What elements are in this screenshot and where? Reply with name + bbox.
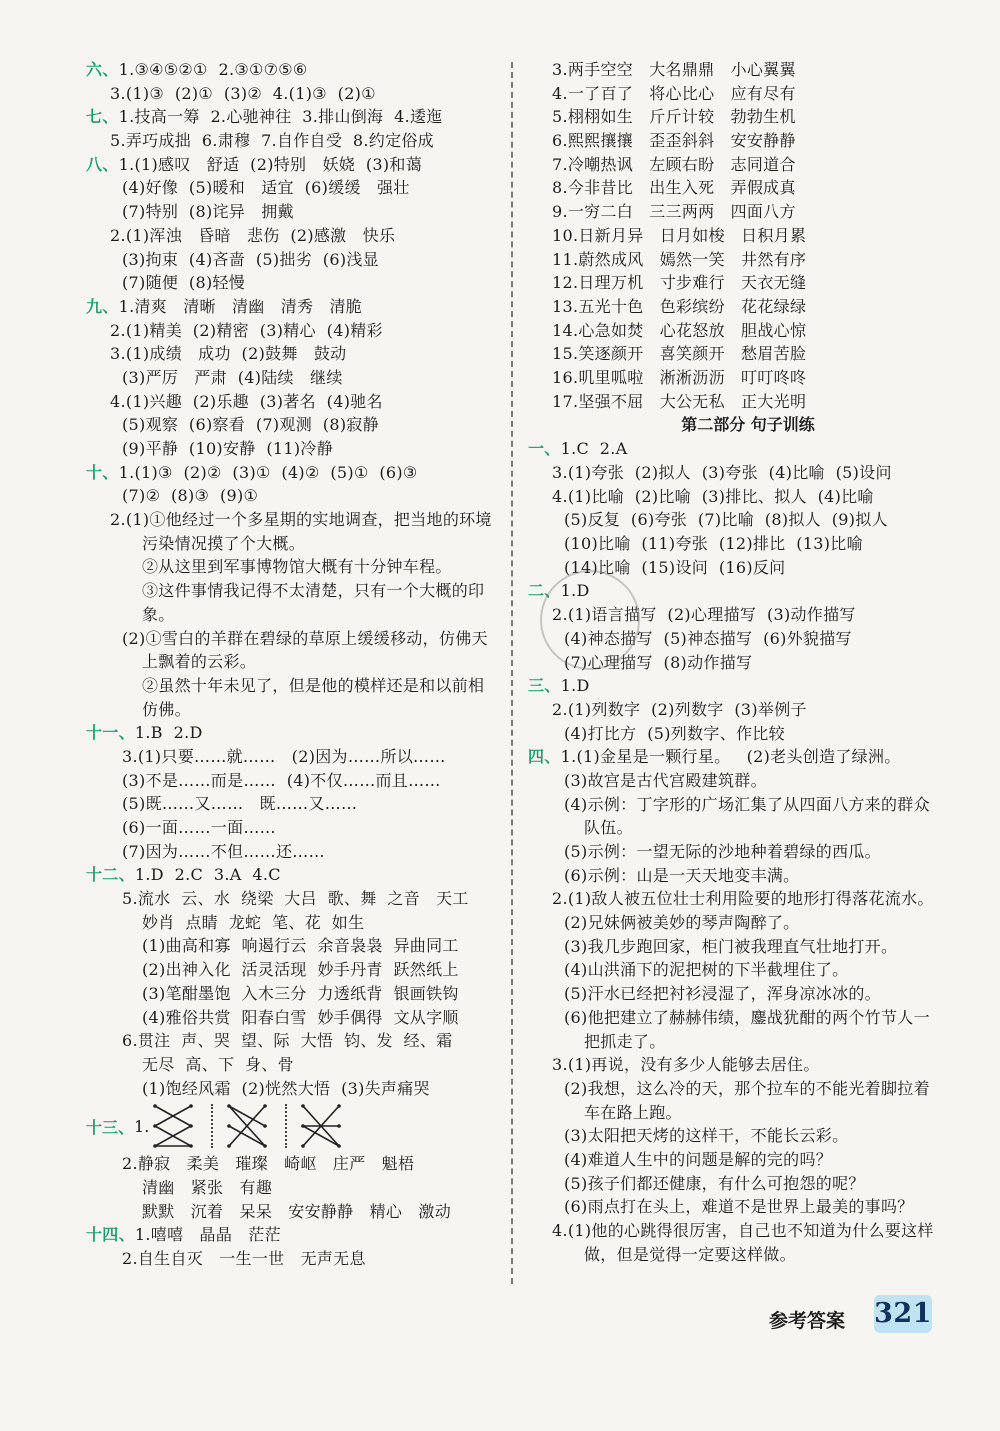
- answer-text: (7)因为……不但……还……: [122, 841, 325, 861]
- answer-line: [86, 1077, 506, 1101]
- answer-text: (2)兄妹俩被美妙的琴声陶醉了。: [564, 913, 800, 933]
- answer-line: [86, 58, 506, 82]
- section-number: 十四、: [86, 1225, 135, 1245]
- answer-line: [86, 1006, 506, 1030]
- answer-line: [528, 1053, 968, 1077]
- answer-text: 2.(1)①他经过一个多星期的实地调查，把当地的环境: [110, 510, 492, 530]
- answer-text: (4)打比方 (5)列数字、作比较: [564, 723, 785, 743]
- answer-text: 1.③④⑤②① 2.③①⑦⑤⑥: [118, 60, 308, 79]
- matching-dot: [153, 1144, 157, 1148]
- matching-dot: [301, 1144, 305, 1148]
- answer-line: [86, 816, 506, 840]
- answer-text: (7)特别 (8)诧异 拥戴: [122, 202, 294, 222]
- answer-line: 11.蔚然成风 嫣然一笑 井然有序: [552, 249, 807, 269]
- answer-text: 1.B 2.D: [134, 723, 203, 743]
- answer-line: [86, 698, 506, 722]
- answer-line: 清幽 紧张 有趣: [142, 1177, 273, 1197]
- answer-text: (9)平静 (10)安静 (11)冷静: [122, 439, 333, 458]
- answer-text: (5)既……又…… 既……又……: [122, 794, 358, 814]
- answer-text: (2)出神入化 活灵活现 妙手丹青 跃然纸上: [142, 960, 459, 980]
- section-number: 一、: [528, 439, 561, 459]
- answer-line: 17.坚强不屈 大公无私 正大光明: [552, 391, 807, 411]
- answer-line: [86, 674, 506, 698]
- answer-text: (3)拘束 (4)吝啬 (5)拙劣 (6)浅显: [122, 249, 379, 269]
- answer-line: [528, 1195, 968, 1219]
- answer-text: 车在路上跑。: [584, 1102, 682, 1122]
- page-number-badge: 321: [874, 1295, 932, 1333]
- answer-line: [86, 911, 506, 935]
- answer-line: [528, 508, 968, 532]
- answer-line: [528, 674, 968, 698]
- answer-text: (3)笔酣墨饱 入木三分 力透纸背 银画铁钩: [142, 983, 459, 1003]
- section-number: 十三、: [86, 1117, 135, 1137]
- answer-line: [86, 153, 506, 177]
- matching-lines-diagram: [297, 1102, 345, 1150]
- matching-dot: [337, 1124, 341, 1128]
- answer-line: [528, 1030, 968, 1054]
- answer-line: [528, 1006, 968, 1030]
- section-number: 十、: [86, 462, 119, 482]
- answer-text: ②从这里到军事博物馆大概有十分钟车程。: [142, 557, 452, 577]
- answer-text: (3)故宫是古代宫殿建筑群。: [564, 770, 767, 790]
- diagram-separator: [211, 1104, 213, 1148]
- matching-line: [229, 1106, 265, 1126]
- matching-dot: [263, 1124, 267, 1128]
- answer-text: 仿佛。: [142, 699, 191, 719]
- answer-line: [86, 1029, 506, 1053]
- answer-line: [86, 342, 506, 366]
- answer-line: [528, 935, 968, 959]
- answer-text: 4.(1)兴趣 (2)乐趣 (3)著名 (4)驰名: [110, 391, 383, 411]
- matching-dot: [263, 1144, 267, 1148]
- answer-line: [86, 863, 506, 887]
- answer-line: [86, 508, 506, 532]
- answer-line: [86, 792, 506, 816]
- answer-text: 4.(1)比喻 (2)比喻 (3)排比、拟人 (4)比喻: [552, 486, 874, 506]
- answer-line: 默默 沉着 呆呆 安安静静 精心 激动: [142, 1201, 451, 1221]
- answer-text: 1.D: [560, 676, 590, 696]
- answer-line: [86, 200, 506, 224]
- answer-text: (5)孩子们都还健康，有什么可抱怨的呢？: [564, 1173, 865, 1193]
- answer-text: (14)比喻 (15)设问 (16)反问: [564, 557, 786, 577]
- answer-text: (3)我几步跑回家，柜门被我理直气壮地打开。: [564, 936, 898, 956]
- answer-line: [86, 627, 506, 651]
- answer-line: [86, 650, 506, 674]
- answer-line: [528, 532, 968, 556]
- answer-text: (4)神态描写 (5)神态描写 (6)外貌描写: [564, 628, 852, 648]
- answer-line: [86, 958, 506, 982]
- answer-text: (6)他把建立了赫赫伟绩，鏖战犹酣的两个竹节人一: [564, 1007, 930, 1027]
- answer-text: 1.(1)感叹 舒适 (2)特别 妖娆 (3)和蔼: [118, 154, 423, 174]
- answer-text: (7)② (8)③ (9)①: [122, 486, 259, 506]
- answer-line: 4.一了百了 将心比心 应有尽有: [552, 83, 796, 103]
- matching-dot: [301, 1104, 305, 1108]
- section-number: 三、: [528, 676, 561, 696]
- answer-line: 13.五光十色 色彩缤纷 花花绿绿: [552, 296, 807, 316]
- answer-text: 污染情况摸了个大概。: [142, 533, 306, 553]
- section-number: 七、: [86, 107, 119, 127]
- answer-line: [528, 1077, 968, 1101]
- answer-text: (1)曲高和寡 响遏行云 余音袅袅 异曲同工: [142, 936, 459, 956]
- answer-line: [86, 484, 506, 508]
- section-number: 十一、: [86, 723, 135, 743]
- matching-dot: [153, 1124, 157, 1128]
- answer-line: [528, 816, 968, 840]
- answer-text: 上飘着的云彩。: [142, 652, 257, 672]
- answer-text: 4.(1)他的心跳得很厉害，自己也不知道为什么要这样: [552, 1221, 934, 1240]
- answer-text: (10)比喻 (11)夸张 (12)排比 (13)比喻: [564, 534, 863, 554]
- answer-text: 1.D 2.C 3.A 4.C: [134, 865, 281, 885]
- answer-text: (4)示例：丁字形的广场汇集了从四面八方来的群众: [564, 794, 930, 814]
- answer-line: [528, 1172, 968, 1196]
- matching-line: [303, 1126, 339, 1146]
- answer-line: [86, 840, 506, 864]
- answer-text: (6)雨点打在头上，难道不是世界上最美的事吗？: [564, 1197, 914, 1217]
- answer-text: 2.(1)语言描写 (2)心理描写 (3)动作描写: [552, 605, 856, 625]
- answer-text: 无尽 高、下 身、骨: [142, 1054, 294, 1074]
- answer-text: (3)不是……而是…… (4)不仅……而且……: [122, 770, 441, 790]
- answer-line: [528, 722, 968, 746]
- answer-line: [86, 461, 506, 485]
- answer-line: [86, 366, 506, 390]
- answer-text: 2.(1)敌人被五位壮士利用险要的地形打得落花流水。: [552, 889, 934, 909]
- matching-dot: [227, 1124, 231, 1128]
- answer-line: 8.今非昔比 出生入死 弄假成真: [552, 178, 796, 198]
- answer-line: [528, 887, 968, 911]
- answer-line: [528, 1219, 968, 1243]
- answer-text: (5)观察 (6)察看 (7)观测 (8)寂静: [122, 415, 379, 435]
- answer-text: (1)饱经风霜 (2)恍然大悟 (3)失声痛哭: [142, 1078, 430, 1098]
- left-column: [86, 58, 506, 1271]
- answer-line: [86, 982, 506, 1006]
- answer-text: 1.C 2.A: [560, 439, 628, 459]
- answer-text: 1.嘻嘻 晶晶 茫茫: [134, 1225, 281, 1245]
- answer-text: 2.(1)列数字 (2)列数字 (3)举例子: [552, 699, 807, 719]
- answer-line: [528, 485, 968, 509]
- answer-line: [86, 82, 506, 106]
- answer-text: (4)山洪涌下的泥把树的下半截埋住了。: [564, 960, 849, 980]
- answer-text: 1.: [134, 1116, 150, 1136]
- answer-text: 妙肖 点睛 龙蛇 笔、花 如生: [142, 912, 365, 932]
- answer-text: (6)一面……一面……: [122, 818, 276, 837]
- answer-line: 5.栩栩如生 斤斤计较 勃勃生机: [552, 107, 796, 127]
- answer-line: 7.冷嘲热讽 左顾右盼 志同道合: [552, 154, 796, 174]
- answer-text: 3.(1)成绩 成功 (2)鼓舞 鼓动: [110, 344, 347, 364]
- matching-line: [229, 1126, 265, 1146]
- answer-line: [86, 105, 506, 129]
- answer-line: [86, 603, 506, 627]
- answer-text: 1.(1)金星是一颗行星。 (2)老头创造了绿洲。: [560, 747, 901, 767]
- section-title: 第二部分 句子训练: [681, 415, 815, 435]
- matching-dot: [189, 1104, 193, 1108]
- answer-line: [528, 769, 968, 793]
- answer-text: 6.贯注 声、哭 望、际 大悟 钧、发 经、霜: [122, 1031, 453, 1051]
- answer-text: (3)太阳把天烤的这样干，不能长云彩。: [564, 1126, 849, 1146]
- answer-line: [86, 721, 506, 745]
- matching-dot: [227, 1144, 231, 1148]
- answer-line: [86, 176, 506, 200]
- answer-text: 5.弄巧成拙 6.肃穆 7.自作自受 8.约定俗成: [110, 131, 434, 151]
- answer-text: (2)我想，这么冷的天，那个拉车的不能光着脚拉着: [564, 1078, 930, 1098]
- answer-line: 16.叽里呱啦 淅淅沥沥 叮叮咚咚: [552, 367, 807, 387]
- matching-dot: [189, 1124, 193, 1128]
- answer-line: [86, 319, 506, 343]
- matching-dot: [153, 1104, 157, 1108]
- matching-lines-diagram: [223, 1102, 271, 1150]
- answer-line: [86, 295, 506, 319]
- matching-dot: [227, 1104, 231, 1108]
- matching-lines-diagram: [149, 1102, 197, 1150]
- answer-line: [528, 437, 968, 461]
- section-number: 八、: [86, 154, 119, 174]
- answer-line: [528, 793, 968, 817]
- answer-line: 2.自生自灭 一生一世 无声无息: [122, 1249, 366, 1268]
- matching-dot: [263, 1104, 267, 1108]
- answer-text: (5)反复 (6)夸张 (7)比喻 (8)拟人 (9)拟人: [564, 510, 888, 530]
- answer-line: [86, 579, 506, 603]
- answer-line: [86, 555, 506, 579]
- answer-text: 象。: [142, 604, 175, 624]
- answer-text: 1.技高一筹 2.心驰神往 3.排山倒海 4.逶迤: [118, 107, 443, 127]
- section-number: 四、: [528, 747, 561, 767]
- answer-line: 10.日新月异 日月如梭 日积月累: [552, 225, 807, 245]
- answer-text: 3.(1)再说，没有多少人能够去居住。: [552, 1055, 820, 1075]
- answer-line: [86, 271, 506, 295]
- answer-line: [86, 248, 506, 272]
- answer-line: [528, 1101, 968, 1125]
- answer-text: 3.(1)只要……就…… (2)因为……所以……: [122, 746, 446, 766]
- answer-text: ③这件事情我记得不太清楚，只有一个大概的印: [142, 581, 485, 601]
- answer-text: (6)示例：山是一天天地变丰满。: [564, 865, 800, 885]
- answer-text: 做，但是觉得一定要这样做。: [584, 1244, 796, 1264]
- answer-line: [86, 437, 506, 461]
- answer-line: [528, 461, 968, 485]
- answer-line: [528, 1243, 968, 1267]
- answer-line: [86, 934, 506, 958]
- answer-line: [86, 224, 506, 248]
- answer-text: (4)好像 (5)暖和 适宜 (6)缓缓 强壮: [122, 178, 410, 198]
- answer-text: 3.(1)③ (2)① (3)② 4.(1)③ (2)①: [110, 83, 376, 103]
- footer-label: 参考答案: [769, 1310, 846, 1332]
- answer-line: [528, 745, 968, 769]
- answer-line: [86, 1223, 506, 1247]
- answer-line: [86, 413, 506, 437]
- answer-text: 队伍。: [584, 818, 633, 838]
- answer-text: (7)随便 (8)轻慢: [122, 273, 246, 293]
- answer-text: (4)难道人生中的问题是解的完的吗？: [564, 1149, 833, 1169]
- answer-line: 2.静寂 柔美 璀璨 崎岖 庄严 魁梧: [122, 1154, 415, 1174]
- answer-text: (4)雅俗共赏 阳春白雪 妙手偶得 文从字顺: [142, 1007, 459, 1027]
- answer-line: 14.心急如焚 心花怒放 胆战心惊: [552, 320, 807, 340]
- answer-line: [86, 769, 506, 793]
- answer-text: 2.(1)精美 (2)精密 (3)精心 (4)精彩: [110, 320, 383, 340]
- answer-line: [528, 698, 968, 722]
- answer-text: 1.清爽 清晰 清幽 清秀 清脆: [118, 296, 363, 316]
- answer-line: [86, 1053, 506, 1077]
- column-divider: [511, 62, 513, 1284]
- answer-line: [528, 911, 968, 935]
- section-number: 十二、: [86, 865, 135, 885]
- answer-text: ②虽然十年未见了，但是他的模样还是和以前相: [142, 675, 485, 695]
- matching-dot: [301, 1124, 305, 1128]
- answer-text: 2.(1)浑浊 昏暗 悲伤 (2)感激 快乐: [110, 225, 396, 245]
- section-number: 二、: [528, 581, 561, 601]
- matching-dot: [337, 1144, 341, 1148]
- answer-line: [86, 390, 506, 414]
- answer-text: (3)严厉 严肃 (4)陆续 继续: [122, 367, 343, 387]
- answer-text: 5.流水 云、水 绕梁 大吕 歌、舞 之音 天工: [122, 889, 469, 909]
- answer-text: (2)①雪白的羊群在碧绿的草原上缓缓移动，仿佛天: [122, 628, 488, 648]
- answer-line: [86, 532, 506, 556]
- answer-line: [528, 1124, 968, 1148]
- section-number: 九、: [86, 296, 119, 316]
- answer-text: (5)汗水已经把衬衫浸湿了，浑身凉冰冰的。: [564, 984, 881, 1004]
- answer-line: [528, 840, 968, 864]
- answer-text: (7)心理描写 (8)动作描写: [564, 652, 753, 672]
- answer-line: [86, 129, 506, 153]
- answer-line: [528, 982, 968, 1006]
- answer-line: [528, 864, 968, 888]
- answer-text: 把抓走了。: [584, 1031, 666, 1051]
- answer-line: 3.两手空空 大名鼎鼎 小心翼翼: [552, 60, 796, 79]
- matching-diagram-row: [86, 1100, 506, 1152]
- matching-dot: [337, 1104, 341, 1108]
- answer-line: 6.熙熙攘攘 歪歪斜斜 安安静静: [552, 131, 796, 151]
- answer-text: (5)示例：一望无际的沙地种着碧绿的西瓜。: [564, 842, 881, 861]
- matching-dot: [189, 1144, 193, 1148]
- answer-text: 3.(1)夸张 (2)拟人 (3)夸张 (4)比喻 (5)设问: [552, 463, 892, 482]
- answer-line: [528, 1148, 968, 1172]
- diagram-separator: [285, 1104, 287, 1148]
- answer-line: [86, 745, 506, 769]
- answer-text: 1.D: [560, 581, 590, 601]
- answer-text: 1.(1)③ (2)② (3)① (4)② (5)① (6)③: [118, 462, 418, 482]
- section-number: 六、: [86, 60, 119, 79]
- answer-line: [86, 887, 506, 911]
- answer-line: 12.日理万机 寸步难行 天衣无缝: [552, 273, 807, 293]
- answer-line: 15.笑逐颜开 喜笑颜开 愁眉苦脸: [552, 344, 807, 364]
- answer-line: [528, 958, 968, 982]
- answer-line: 9.一穷二白 三三两两 四面八方: [552, 202, 796, 222]
